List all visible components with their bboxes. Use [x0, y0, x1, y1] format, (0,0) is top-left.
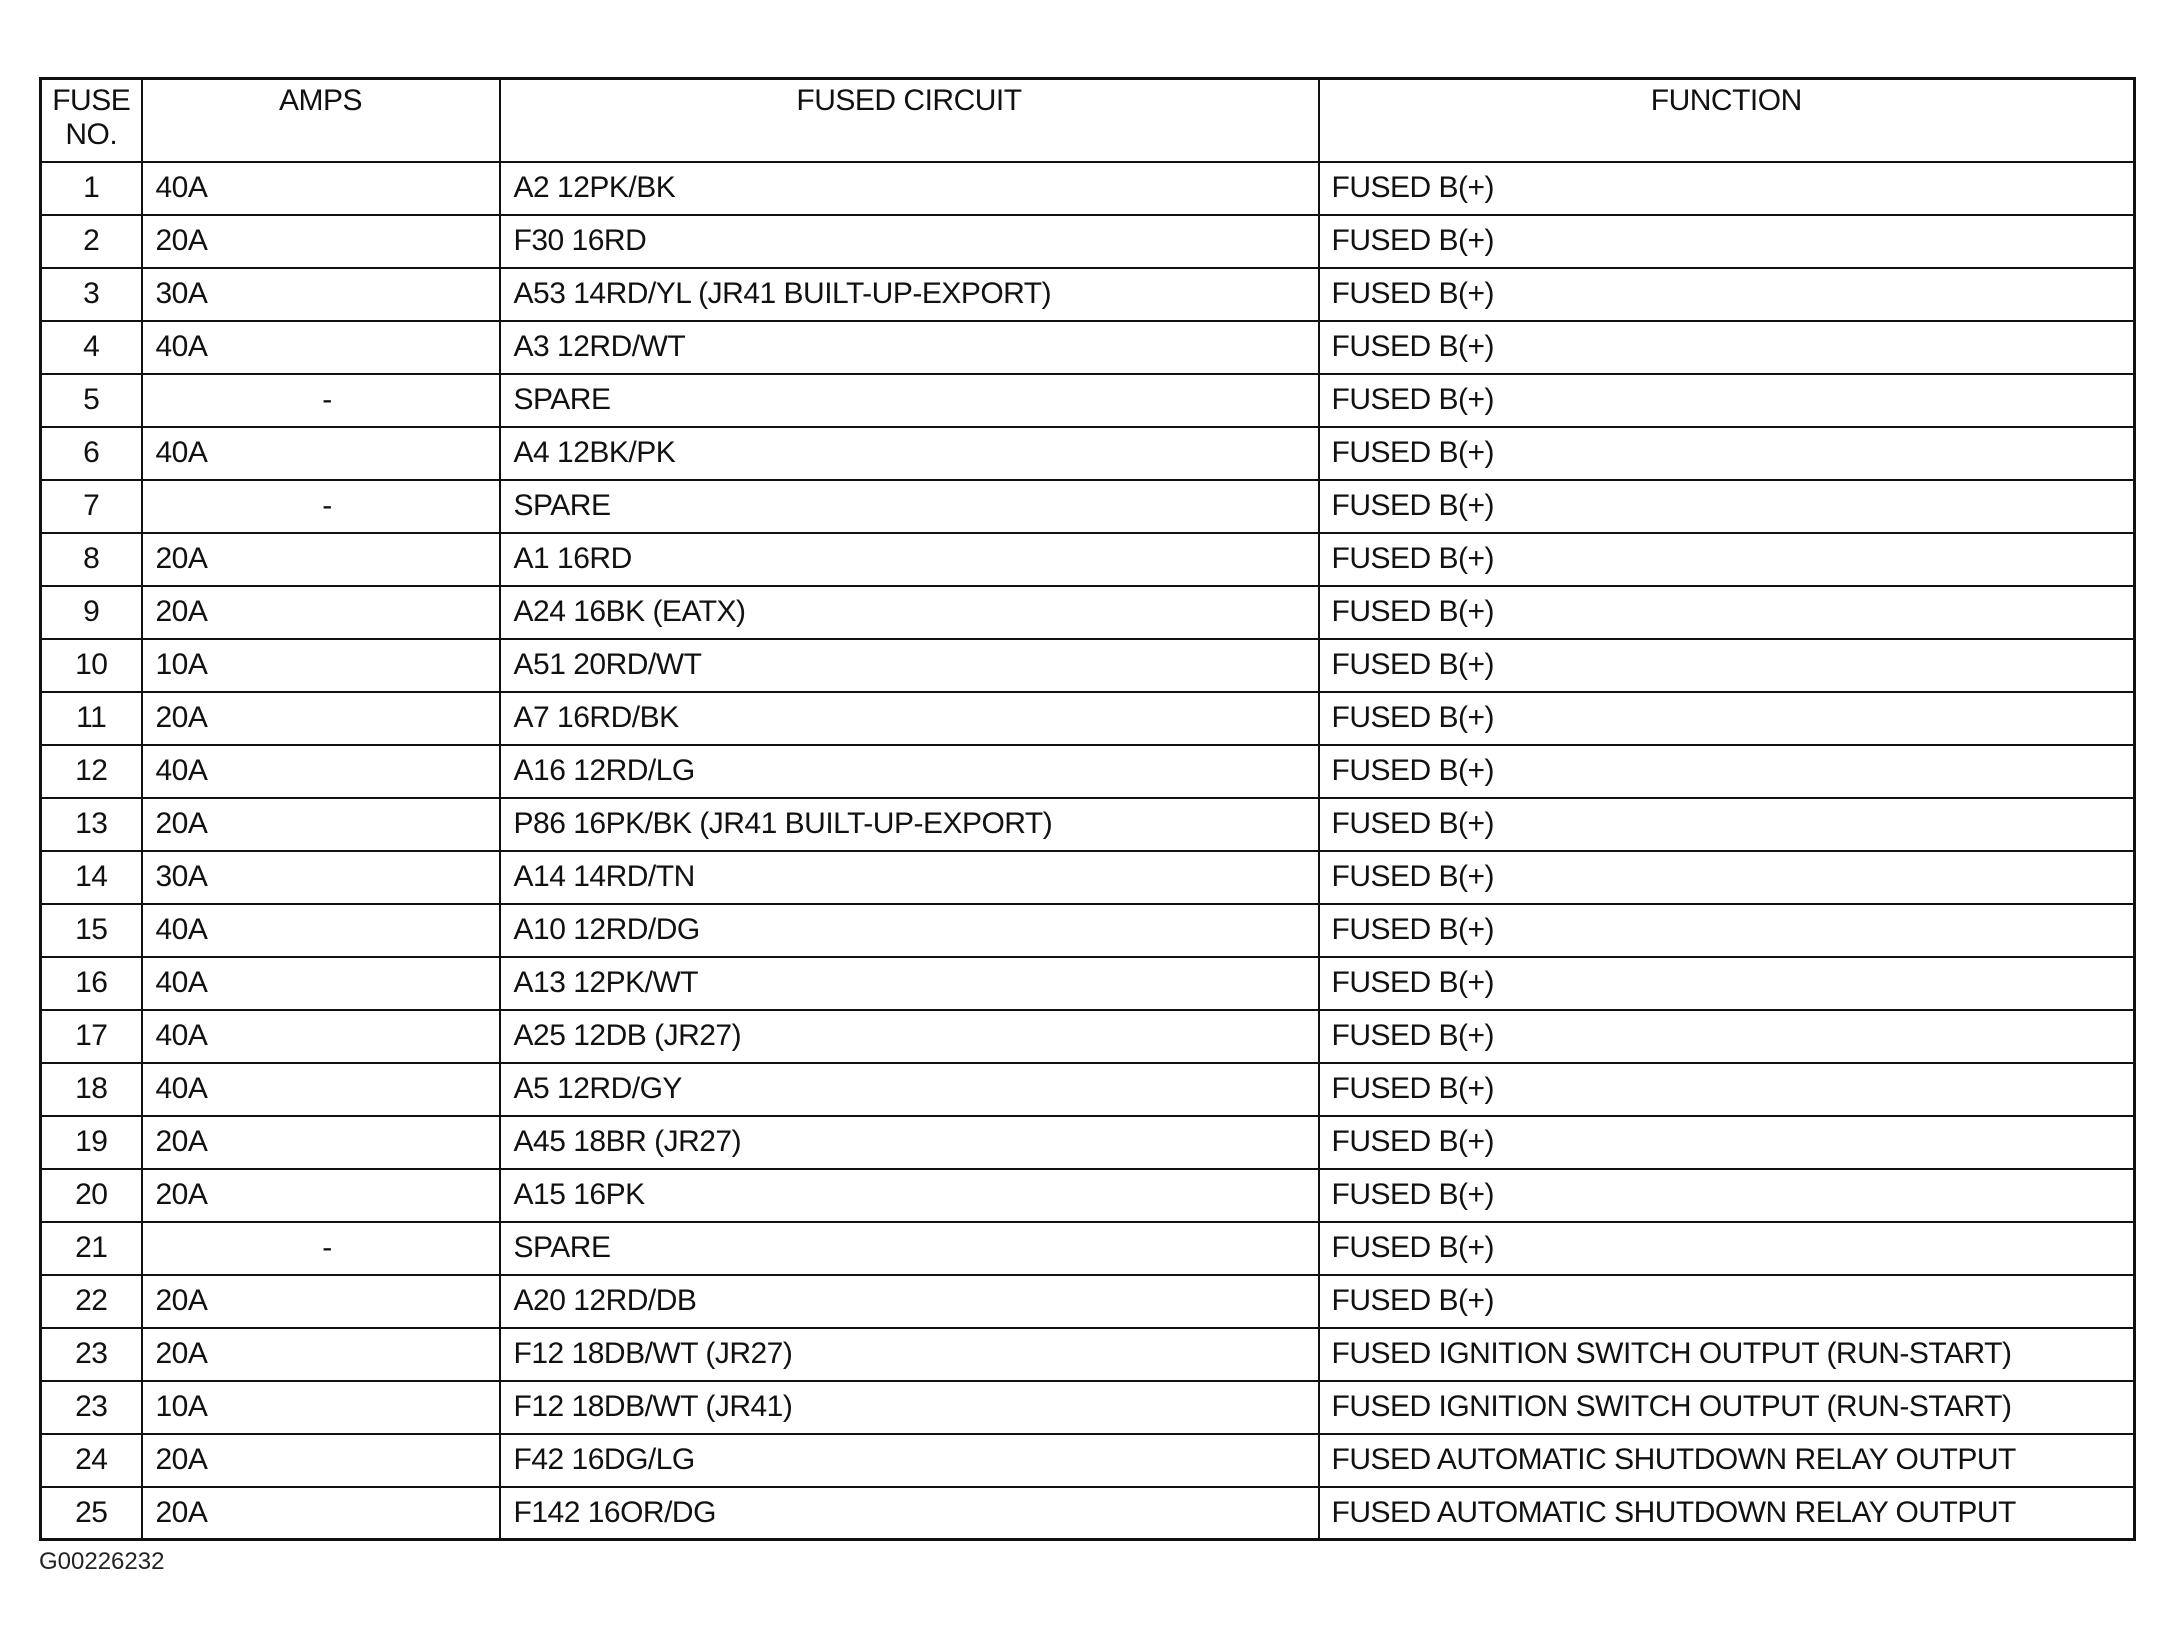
fuse-no-cell: 21 — [41, 1222, 142, 1275]
function-cell: FUSED B(+) — [1319, 374, 2135, 427]
fused-circuit-cell: SPARE — [500, 374, 1319, 427]
function-cell: FUSED B(+) — [1319, 1116, 2135, 1169]
fused-circuit-cell: F42 16DG/LG — [500, 1434, 1319, 1487]
table-row — [41, 1116, 2135, 1169]
fused-circuit-cell: A5 12RD/GY — [500, 1063, 1319, 1116]
function-cell: FUSED B(+) — [1319, 798, 2135, 851]
amps-cell: 20A — [142, 1328, 500, 1381]
amps-cell: 40A — [142, 1063, 500, 1116]
amps-cell: 20A — [142, 1434, 500, 1487]
amps-cell: 40A — [142, 1010, 500, 1063]
function-cell: FUSED B(+) — [1319, 851, 2135, 904]
amps-cell: 40A — [142, 162, 500, 215]
fuse-no-cell: 22 — [41, 1275, 142, 1328]
fused-circuit-cell: A14 14RD/TN — [500, 851, 1319, 904]
table-row — [41, 1275, 2135, 1328]
table-row — [41, 321, 2135, 374]
amps-cell: 20A — [142, 1169, 500, 1222]
function-cell: FUSED B(+) — [1319, 957, 2135, 1010]
table-row — [41, 1169, 2135, 1222]
amps-cell: 40A — [142, 957, 500, 1010]
fused-circuit-cell: F30 16RD — [500, 215, 1319, 268]
fused-circuit-cell: F142 16OR/DG — [500, 1487, 1319, 1540]
table-row — [41, 692, 2135, 745]
fuse-no-cell: 5 — [41, 374, 142, 427]
table-row — [41, 427, 2135, 480]
table-row — [41, 745, 2135, 798]
function-cell: FUSED B(+) — [1319, 639, 2135, 692]
fused-circuit-cell: A16 12RD/LG — [500, 745, 1319, 798]
fuse-no-cell: 11 — [41, 692, 142, 745]
amps-cell: 10A — [142, 1381, 500, 1434]
fuse-no-cell: 20 — [41, 1169, 142, 1222]
function-cell: FUSED AUTOMATIC SHUTDOWN RELAY OUTPUT — [1319, 1487, 2135, 1540]
amps-cell: 20A — [142, 692, 500, 745]
fused-circuit-cell: A13 12PK/WT — [500, 957, 1319, 1010]
function-cell: FUSED AUTOMATIC SHUTDOWN RELAY OUTPUT — [1319, 1434, 2135, 1487]
header-fused-circuit: FUSED CIRCUIT — [500, 79, 1319, 162]
fused-circuit-cell: SPARE — [500, 1222, 1319, 1275]
table-row — [41, 1328, 2135, 1381]
fused-circuit-cell: A20 12RD/DB — [500, 1275, 1319, 1328]
amps-cell: 10A — [142, 639, 500, 692]
fused-circuit-cell: A25 12DB (JR27) — [500, 1010, 1319, 1063]
table-row — [41, 268, 2135, 321]
function-cell: FUSED B(+) — [1319, 586, 2135, 639]
fused-circuit-cell: A45 18BR (JR27) — [500, 1116, 1319, 1169]
fused-circuit-cell: A10 12RD/DG — [500, 904, 1319, 957]
fused-circuit-cell: A3 12RD/WT — [500, 321, 1319, 374]
figure-id: G00226232 — [39, 1548, 165, 1575]
fuse-no-cell: 9 — [41, 586, 142, 639]
function-cell: FUSED B(+) — [1319, 1222, 2135, 1275]
fuse-no-cell: 13 — [41, 798, 142, 851]
amps-cell: - — [142, 480, 500, 533]
header-function: FUNCTION — [1319, 79, 2135, 162]
amps-cell: 20A — [142, 1275, 500, 1328]
fused-circuit-cell: A1 16RD — [500, 533, 1319, 586]
function-cell: FUSED B(+) — [1319, 692, 2135, 745]
header-fuse-no-label: FUSE NO. — [52, 84, 131, 151]
table-row — [41, 162, 2135, 215]
function-cell: FUSED B(+) — [1319, 533, 2135, 586]
fused-circuit-cell: A53 14RD/YL (JR41 BUILT-UP-EXPORT) — [500, 268, 1319, 321]
fuse-no-cell: 23 — [41, 1328, 142, 1381]
table-row — [41, 904, 2135, 957]
fuse-no-cell: 24 — [41, 1434, 142, 1487]
table-row — [41, 480, 2135, 533]
amps-cell: 20A — [142, 1116, 500, 1169]
fuse-no-cell: 25 — [41, 1487, 142, 1540]
amps-cell: 30A — [142, 851, 500, 904]
function-cell: FUSED B(+) — [1319, 480, 2135, 533]
fuse-no-cell: 18 — [41, 1063, 142, 1116]
amps-cell: 20A — [142, 533, 500, 586]
table-header — [41, 79, 2135, 162]
function-cell: FUSED IGNITION SWITCH OUTPUT (RUN-START) — [1319, 1328, 2135, 1381]
fused-circuit-cell: A15 16PK — [500, 1169, 1319, 1222]
fused-circuit-cell: A7 16RD/BK — [500, 692, 1319, 745]
function-cell: FUSED B(+) — [1319, 904, 2135, 957]
fused-circuit-cell: A51 20RD/WT — [500, 639, 1319, 692]
table-row — [41, 1434, 2135, 1487]
table-body — [41, 162, 2135, 1540]
function-cell: FUSED IGNITION SWITCH OUTPUT (RUN-START) — [1319, 1381, 2135, 1434]
fuse-no-cell: 16 — [41, 957, 142, 1010]
table-row — [41, 1222, 2135, 1275]
fuse-no-cell: 23 — [41, 1381, 142, 1434]
table-row — [41, 533, 2135, 586]
fuse-no-cell: 17 — [41, 1010, 142, 1063]
fuse-no-cell: 2 — [41, 215, 142, 268]
table-row — [41, 374, 2135, 427]
amps-cell: 20A — [142, 586, 500, 639]
fuse-no-cell: 8 — [41, 533, 142, 586]
function-cell: FUSED B(+) — [1319, 162, 2135, 215]
fuse-no-cell: 14 — [41, 851, 142, 904]
fused-circuit-cell: A2 12PK/BK — [500, 162, 1319, 215]
fused-circuit-cell: F12 18DB/WT (JR41) — [500, 1381, 1319, 1434]
amps-cell: 40A — [142, 904, 500, 957]
amps-cell: 40A — [142, 745, 500, 798]
fuse-no-cell: 19 — [41, 1116, 142, 1169]
function-cell: FUSED B(+) — [1319, 1010, 2135, 1063]
function-cell: FUSED B(+) — [1319, 215, 2135, 268]
function-cell: FUSED B(+) — [1319, 321, 2135, 374]
amps-cell: 40A — [142, 427, 500, 480]
amps-cell: - — [142, 1222, 500, 1275]
fused-circuit-cell: SPARE — [500, 480, 1319, 533]
amps-cell: 40A — [142, 321, 500, 374]
fuse-no-cell: 1 — [41, 162, 142, 215]
amps-cell: 20A — [142, 1487, 500, 1540]
fuse-no-cell: 12 — [41, 745, 142, 798]
fuse-no-cell: 3 — [41, 268, 142, 321]
fuse-no-cell: 10 — [41, 639, 142, 692]
table-row — [41, 1487, 2135, 1540]
amps-cell: 30A — [142, 268, 500, 321]
header-amps: AMPS — [142, 79, 500, 162]
function-cell: FUSED B(+) — [1319, 1275, 2135, 1328]
table-row — [41, 215, 2135, 268]
fused-circuit-cell: A4 12BK/PK — [500, 427, 1319, 480]
amps-cell: - — [142, 374, 500, 427]
fuse-no-cell: 6 — [41, 427, 142, 480]
fused-circuit-cell: F12 18DB/WT (JR27) — [500, 1328, 1319, 1381]
fused-circuit-cell: P86 16PK/BK (JR41 BUILT-UP-EXPORT) — [500, 798, 1319, 851]
header-row — [41, 79, 2135, 162]
amps-cell: 20A — [142, 215, 500, 268]
table-row — [41, 851, 2135, 904]
function-cell: FUSED B(+) — [1319, 427, 2135, 480]
fuse-no-cell: 7 — [41, 480, 142, 533]
table-row — [41, 1010, 2135, 1063]
fuse-table — [39, 77, 2136, 1541]
function-cell: FUSED B(+) — [1319, 268, 2135, 321]
header-fuse-no — [41, 79, 142, 162]
table-row — [41, 798, 2135, 851]
table-row — [41, 639, 2135, 692]
fused-circuit-cell: A24 16BK (EATX) — [500, 586, 1319, 639]
fuse-no-cell: 15 — [41, 904, 142, 957]
fuse-no-cell: 4 — [41, 321, 142, 374]
function-cell: FUSED B(+) — [1319, 1169, 2135, 1222]
table-row — [41, 1381, 2135, 1434]
table-row — [41, 1063, 2135, 1116]
function-cell: FUSED B(+) — [1319, 1063, 2135, 1116]
table-row — [41, 586, 2135, 639]
amps-cell: 20A — [142, 798, 500, 851]
function-cell: FUSED B(+) — [1319, 745, 2135, 798]
table-row — [41, 957, 2135, 1010]
